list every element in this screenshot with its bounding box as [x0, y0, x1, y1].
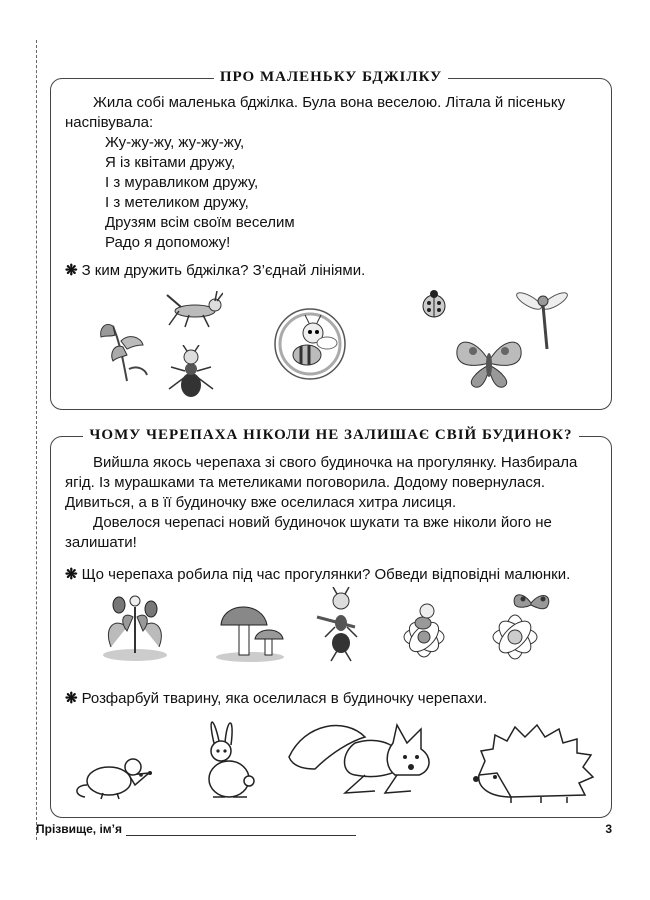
page-number: 3	[605, 822, 612, 836]
ladybug-icon[interactable]	[419, 289, 449, 319]
poem-line: І з метеликом дружу,	[105, 194, 249, 211]
grasshopper-icon[interactable]	[165, 291, 223, 331]
task-marker: ❋	[65, 262, 78, 279]
task-color	[65, 689, 487, 707]
task-text: Розфарбуй тварину, яка оселилася в будиночку черепахи.	[81, 690, 488, 707]
ant-icon[interactable]	[315, 587, 365, 663]
fox-icon[interactable]	[285, 713, 445, 803]
poem-line: Друзям всім своїм веселим	[105, 214, 295, 231]
story-title: ПРО МАЛЕНЬКУ БДЖІЛКУ	[214, 69, 448, 85]
mushroom-icon[interactable]	[213, 595, 287, 663]
strawberry-icon[interactable]	[97, 587, 173, 663]
story-text	[65, 93, 601, 253]
mouse-icon[interactable]	[73, 745, 159, 801]
bee-on-flower-icon[interactable]	[393, 597, 455, 661]
story-text	[65, 453, 597, 553]
poem-line: Я із квітами дружу,	[105, 154, 236, 171]
cut-line	[36, 40, 37, 840]
butterfly-on-flower-icon[interactable]	[481, 587, 553, 663]
rabbit-icon[interactable]	[189, 713, 259, 803]
story-paragraph: Вийшла якось черепаха зі свого будиночка на прогулянку. Назбирала ягід. Із мурашками та метеликами поговорила. Додому повернулася. Дивиться, а в її будиночку вже оселилася хитра лисиця.	[65, 454, 578, 511]
poem-line: Радо я допоможу!	[105, 234, 231, 251]
story-paragraph: Довелося черепасі новий будиночок шукати та вже ніколи його не залишати!	[65, 514, 552, 551]
story-panel-bee	[50, 69, 612, 410]
task-marker: ❋	[65, 566, 78, 583]
footer-name	[36, 822, 356, 836]
bee-icon[interactable]	[273, 305, 347, 383]
name-label: Прізвище, ім’я	[36, 822, 123, 836]
task-circle	[65, 565, 570, 583]
story-intro: Жила собі маленька бджілка. Була вона веселою. Літала й пісеньку наспівувала:	[65, 94, 566, 131]
dragonfly-icon[interactable]	[513, 287, 573, 353]
hedgehog-icon[interactable]	[471, 721, 597, 805]
task-connect	[65, 261, 365, 279]
task-marker: ❋	[65, 690, 78, 707]
poem-line: І з муравликом дружу,	[105, 174, 259, 191]
ant-icon[interactable]	[165, 345, 217, 401]
task-text: Що черепаха робила під час прогулянки? Обведи відповідні малюнки.	[81, 566, 571, 583]
story-panel-turtle	[50, 427, 612, 818]
poem-line: Жу-жу-жу, жу-жу-жу,	[105, 134, 245, 151]
task-text: З ким дружить бджілка? З’єднай лініями.	[81, 262, 366, 279]
story-title: ЧОМУ ЧЕРЕПАХА НІКОЛИ НЕ ЗАЛИШАЄ СВІЙ БУДИНОК?	[83, 427, 578, 443]
bellflower-icon[interactable]	[93, 311, 153, 383]
name-line[interactable]	[126, 835, 356, 836]
